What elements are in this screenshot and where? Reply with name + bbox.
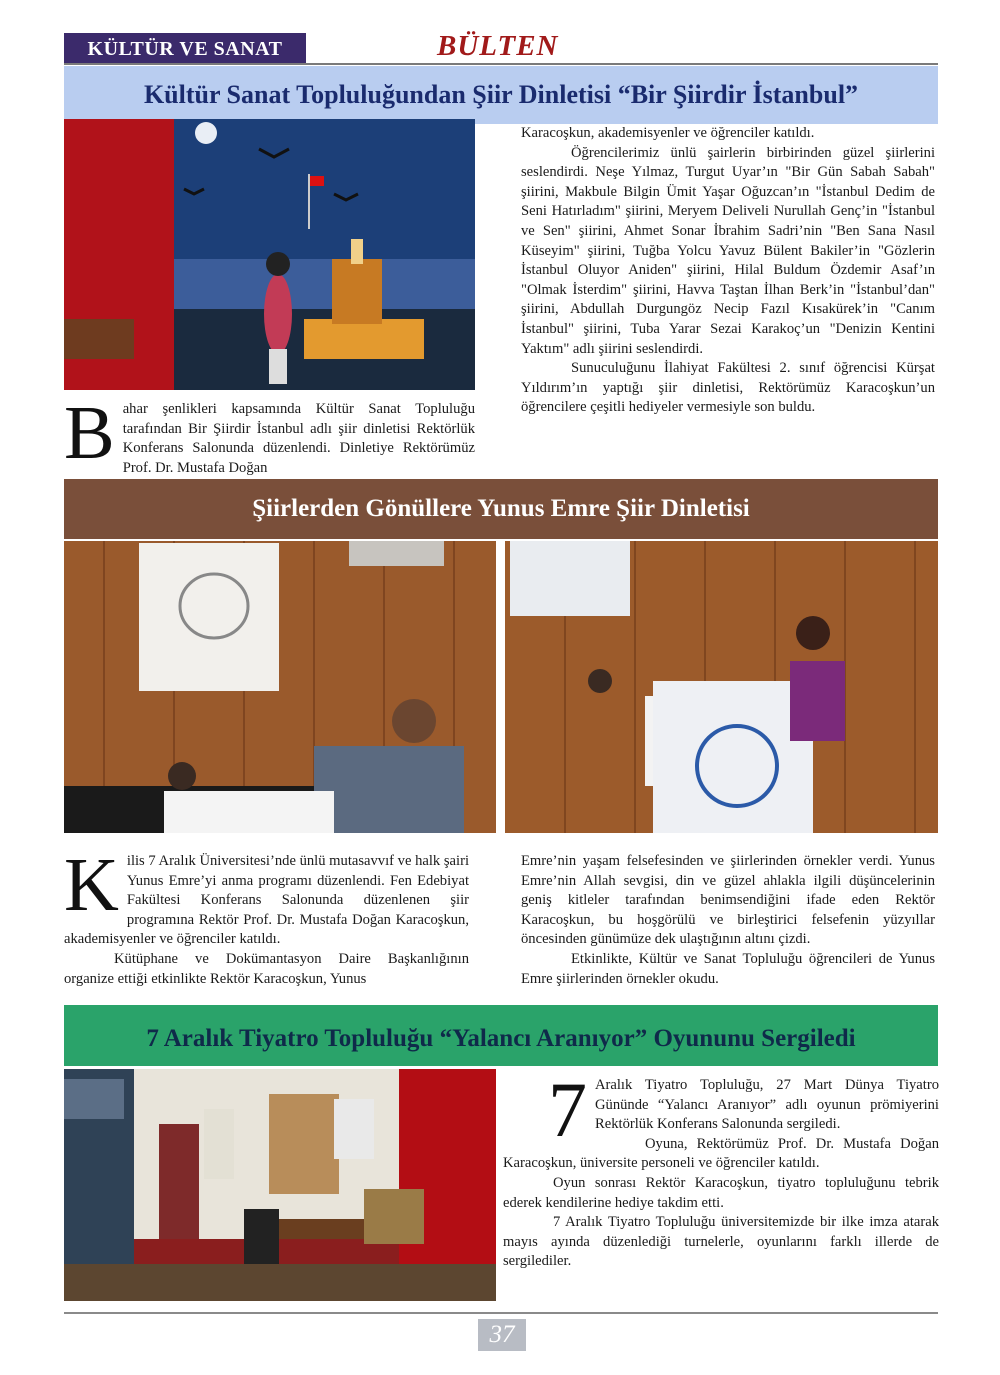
article2-left-p2: Kütüphane ve Dokümantasyon Daire Başkanlığının organize ettiği etkinlikte Rektör Karacoşkun, Yunus [64,950,469,987]
publication-title: BÜLTEN [437,30,559,62]
article2-right-p1: Emre’nin yaşam felsefesinden ve şiirlerinden örnekler verdi. Yunus Emre’nin Allah sevgisi, din ve güzel ahlakla ilgili düşüncelerinin geniş kitleler tarafından benimsendiğini ifade eden Rektör Karacoşkun, bu hoşgörülü ve birleştirici felsefenin yüzyıllar öncesinden günümüze dek ulaştığının altını çizdi. [521,853,935,948]
section-label: KÜLTÜR VE SANAT [64,33,306,65]
article3-p1: Aralık Tiyatro Topluluğu, 27 Mart Dünya Tiyatro Gününde “Yalancı Aranıyor” adlı oyunun prömiyerini Rektörlük Konferans Salonunda sergiledi. [595,1077,939,1133]
article1-right-p3: Sunuculuğunu İlahiyat Fakültesi 2. sınıf öğrencisi Kürşat Yıldırım’ın yaptığı şiir dinletisi, Rektörümüz Karacoşkun’un öğrencilere çeşitli hediyeler vermesiyle son buldu. [521,360,935,416]
article3-p2: Oyuna, Rektörümüz Prof. Dr. Mustafa Doğan Karacoşkun, üniversite personeli ve öğrenciler katıldı. [503,1135,939,1172]
article1-dropcap: B [64,400,115,475]
article1-right-p1: Karacoşkun, akademisyenler ve öğrenciler katıldı. [521,125,815,141]
article2-title: Şiirlerden Gönüllere Yunus Emre Şiir Dinletisi [64,479,938,539]
article3-p3: Oyun sonrası Rektör Karacoşkun, tiyatro topluluğunu tebrik ederek kendilerine hediye takdim etti. [503,1174,939,1211]
article3-dropcap: 7 [548,1066,587,1153]
article2-dropcap: K [64,852,119,927]
article1-right-p2: Öğrencilerimiz ünlü şairlerin birbirinden güzel şiirlerini seslendirdi. Neşe Yılmaz, Turgut Uyar’ın "Bir Gün Sabah Sabah" şiirini, Makbule Bilgin Ümit Yaşar Oğuzcan’ın "İstanbul Dedim de Seni Hatırladım" şiirini, Meryem Deliveli Nurullah Genç’in "İstanbul ve Sen" şiirini, Ahmet Sonar İbrahim Sadri’nin "Ben Sana Nasıl Küseyim" şiirini, Tuğba Yolcu Yavuz Bülent Bakiler’in "Gözlerin İstanbul Oluyor Aniden" şiirini, Hilal Buldum Özdemir Asaf’ın "Olmak İsterdim" şiirini, Havva Taştan İlhan Berk’in "İstanbul’dan" şiirini, Abdullah Durgungöz Necip Fazıl Kısakürek’in "Canım İstanbul" şiirini, Tuba Yarar Sezai Karakoç’un "Denizin Kentini Yaktım" adlı şiirini seslendirdi. [521,144,935,357]
article3-photo-theatre-stage [64,1069,496,1301]
article1-right-column [521,124,935,418]
article1-title: Kültür Sanat Topluluğundan Şiir Dinletisi “Bir Şiirdir İstanbul” [64,66,938,124]
footer-divider [64,1312,938,1314]
article1-photo-poetry-reader [64,119,475,390]
article1-left-text: ahar şenlikleri kapsamında Kültür Sanat Topluluğu tarafından Bir Şiirdir İstanbul adlı şiir dinletisi Rektörlük Konferans Salonunda düzenlendi. Dinletiye Rektörümüz Prof. Dr. Mustafa Doğan [122,401,475,476]
article2-photo-speaker [64,541,496,833]
article2-left-p1: ilis 7 Aralık Üniversitesi’nde ünlü mutasavvıf ve halk şairi Yunus Emre’yi anma programı düzenlendi. Fen Edebiyat Fakültesi Konferans Salonunda düzenlenen şiir programına Rektör Prof. Dr. Mustafa Doğan Karacoşkun, akademisyenler ve öğrenciler katıldı. [64,853,469,948]
header-divider [64,63,938,65]
article2-right-column [521,852,935,1003]
article2-left-column [64,852,469,1003]
article2-right-p2: Etkinlikte, Kültür ve Sanat Topluluğu öğrencileri de Yunus Emre şiirlerinden örnekler okudu. [521,950,935,987]
article2-photo-presenter [505,541,938,833]
article3-text-column [503,1066,939,1272]
page-number: 37 [478,1319,526,1351]
article3-p4: 7 Aralık Tiyatro Topluluğu üniversitemizde bir ilke imza atarak mayıs ayında düzenlediği turnelerle, oyunlarını farklı illerde de sergilediler. [503,1214,939,1270]
article3-title: 7 Aralık Tiyatro Topluluğu “Yalancı Aranıyor” Oyununu Sergiledi [64,1005,938,1066]
article1-left-column [64,400,475,476]
